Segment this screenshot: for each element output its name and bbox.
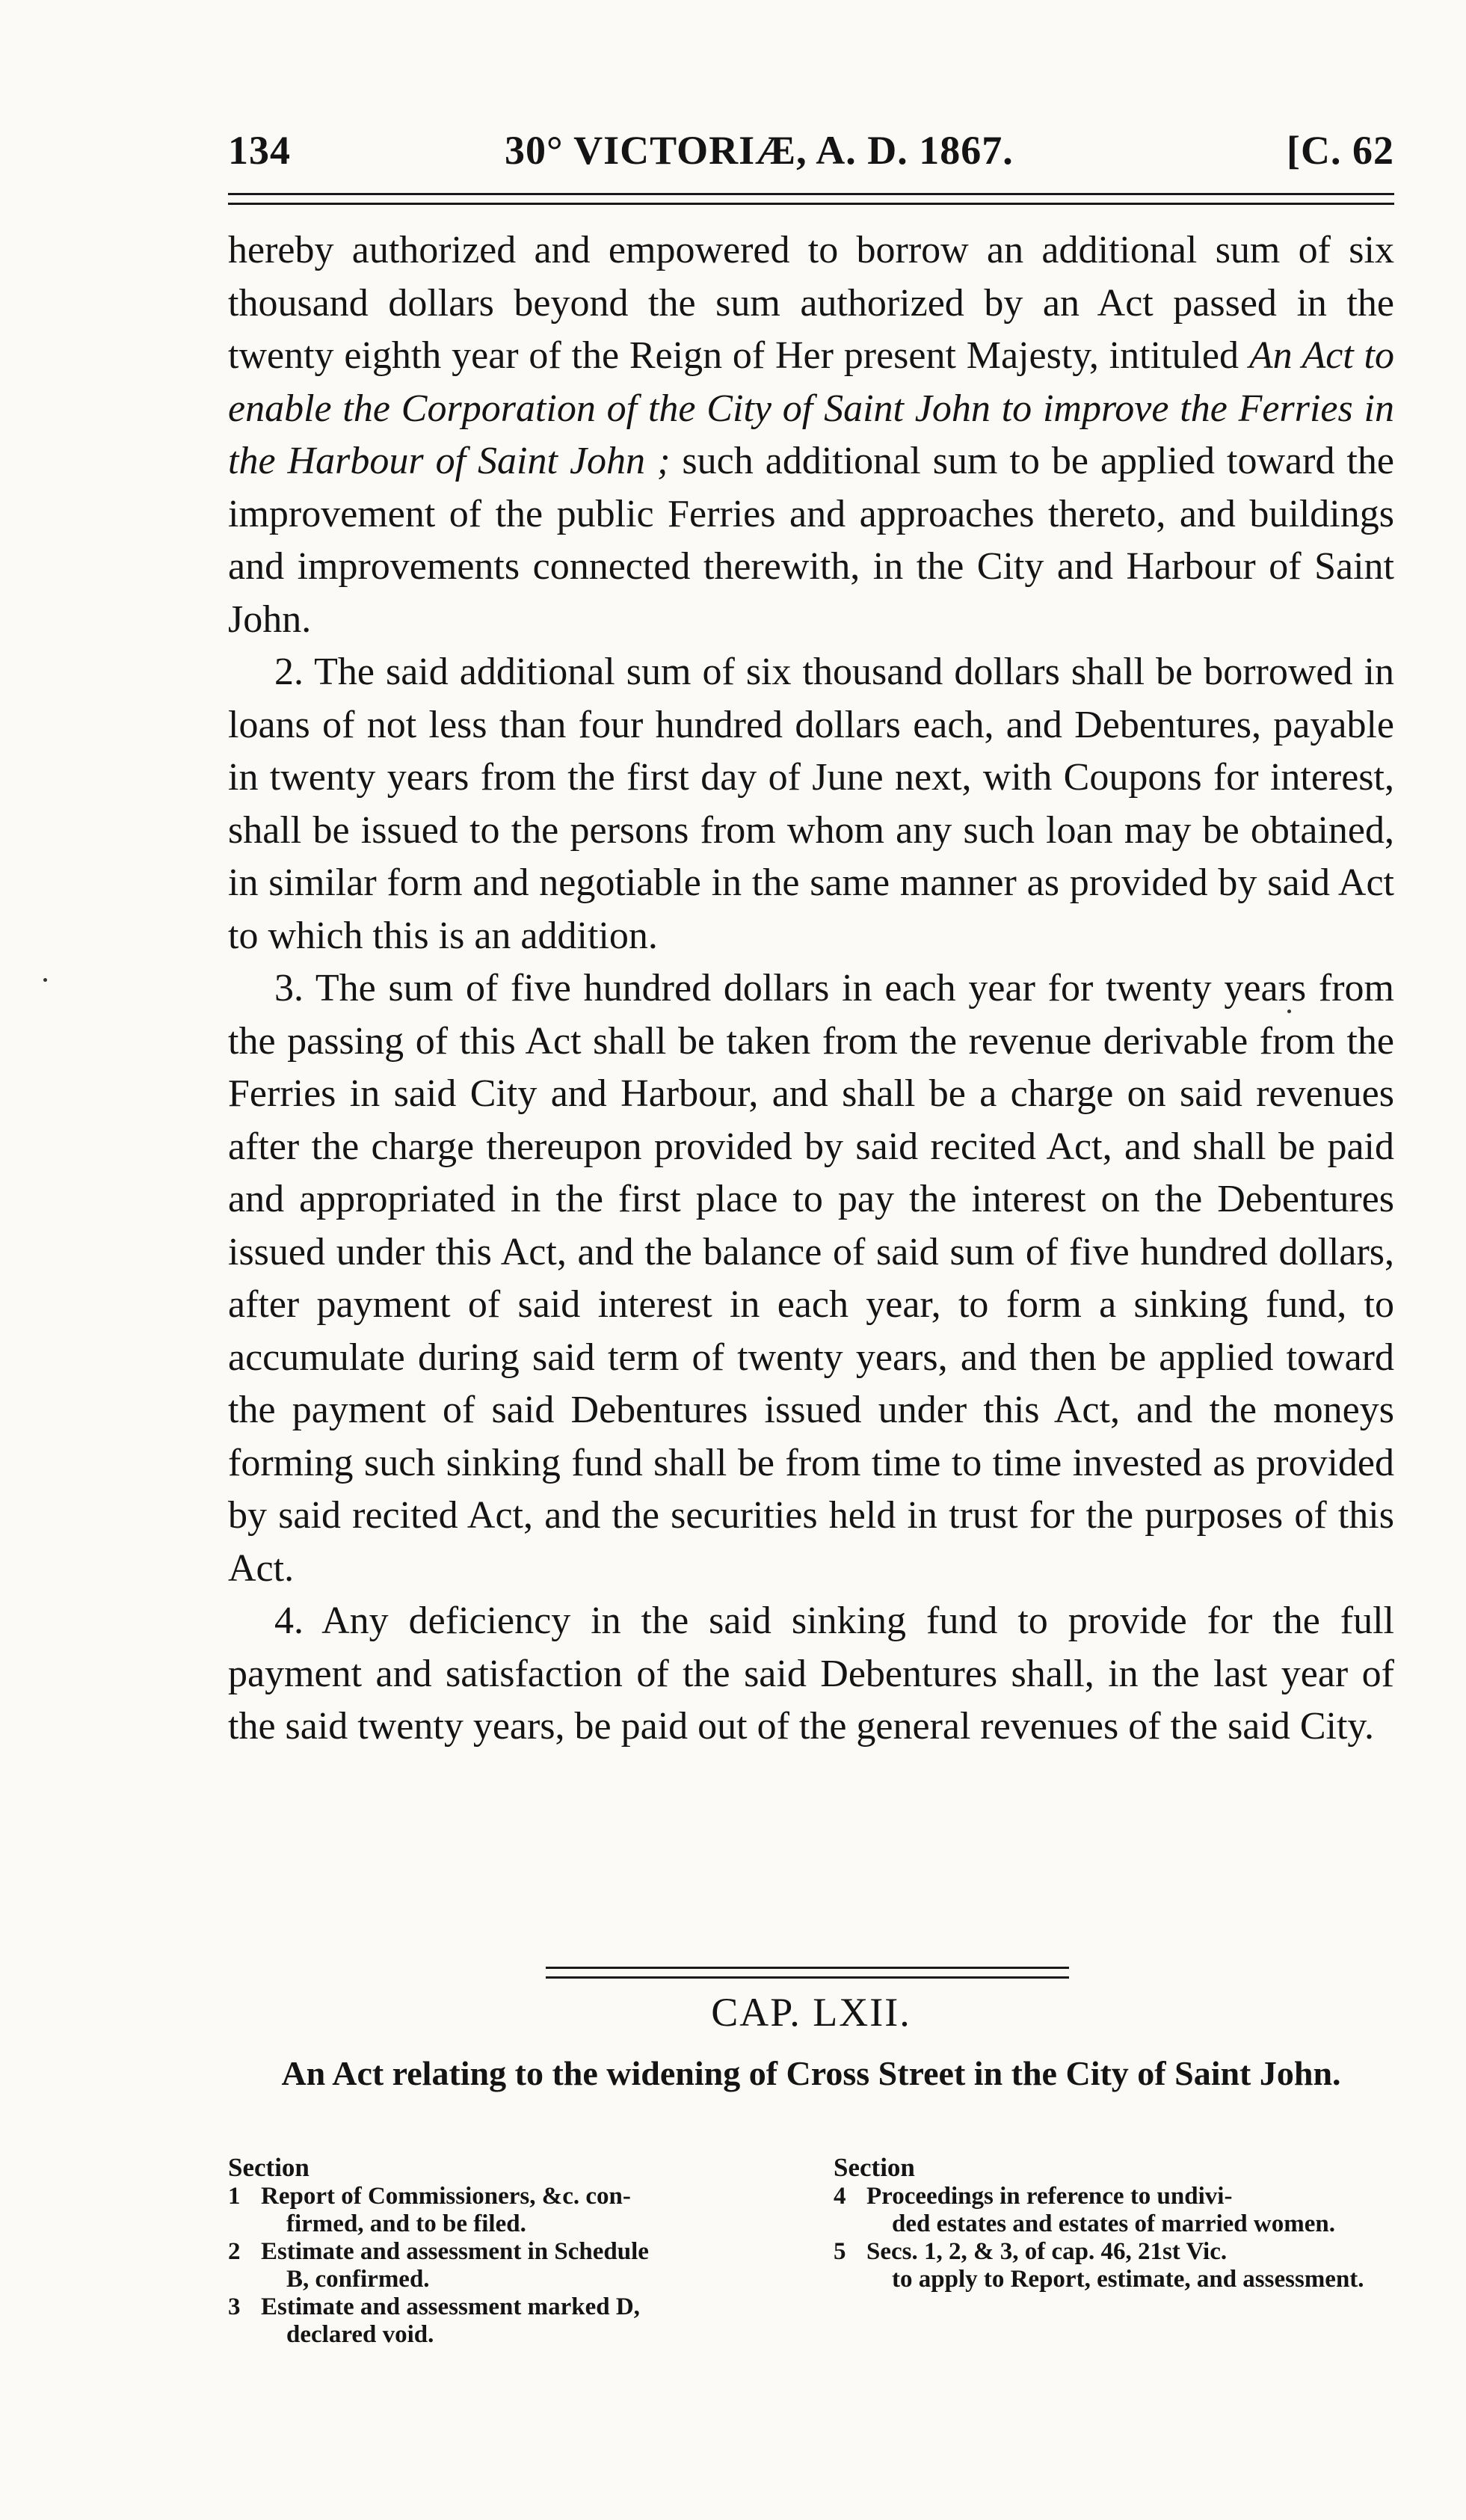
section-number: 4 xyxy=(834,2183,846,2210)
section-summary-left-column xyxy=(228,2154,789,2349)
paragraph-1 xyxy=(228,224,1394,646)
section-summary-continuation: firmed, and to be filed. xyxy=(286,2210,526,2237)
section-summary-continuation: to apply to Report, estimate, and assessment. xyxy=(892,2266,1364,2293)
print-speck xyxy=(43,978,47,982)
section-summary-text: Report of Commissioners, &c. con- xyxy=(261,2183,631,2210)
section-2-paragraph: 2. The said additional sum of six thousand dollars shall be borrowed in loans of not less than four hundred dollars each, and Debentures, payable in twenty years from the first day of June next, with Coupons for interest, shall be issued to the persons from whom any such loan may be obtained, in similar form and negotiable in the same manner as provided by said Act to which this is an addition. xyxy=(228,651,1394,957)
chapter-divider-rule xyxy=(546,1967,1069,1979)
paragraph-1-continuation: such additional sum to be applied toward the improvement of the public Ferries and approaches thereto, and buildings and improvements connected therewith, in the City and Harbour of Saint John. xyxy=(228,440,1394,641)
paragraph-1-text: hereby authorized and empowered to borrow an additional sum of six thousand dollars beyond the sum authorized by an Act passed in the twenty eighth year of the Reign of Her present Majesty, intituled xyxy=(228,229,1394,377)
print-speck xyxy=(1287,1009,1291,1013)
section-3-paragraph: 3. The sum of five hundred dollars in each year for twenty years from the passing of this Act shall be taken from the revenue derivable from the Ferries in said City and Harbour, and shall be a charge on said revenues after the charge thereupon provided by said recited Act, and shall be paid and appropriated in the first place to pay the interest on the Debentures issued under this Act, and the balance of said sum of five hundred dollars, after payment of said interest in each year, to form a sinking fund, to accumulate during said term of twenty years, and then be applied toward the payment of said Debentures issued under this Act, and the moneys forming such sinking fund shall be from time to time invested as provided by said recited Act, and the securities held in trust for the purposes of this Act. xyxy=(228,967,1394,1590)
section-entry xyxy=(228,2293,789,2349)
section-summary-continuation: ded estates and estates of married women. xyxy=(892,2210,1335,2237)
section-number: 3 xyxy=(228,2293,241,2320)
section-summary-text: Estimate and assessment marked D, xyxy=(261,2293,640,2320)
running-title: 30° VICTORIÆ, A. D. 1867. xyxy=(505,128,1014,173)
section-summary-text: Proceedings in reference to undivi- xyxy=(866,2183,1233,2210)
act-title: An Act relating to the widening of Cross Street in the City of Saint John. xyxy=(281,2054,1341,2092)
section-number: 2 xyxy=(228,2238,241,2265)
header-rule xyxy=(228,193,1394,205)
section-label-right: Section xyxy=(834,2153,915,2182)
section-entry xyxy=(834,2238,1394,2293)
section-entry xyxy=(228,2238,789,2293)
chapter-heading: CAP. LXII. xyxy=(711,1990,911,2035)
section-summary-text: Secs. 1, 2, & 3, of cap. 46, 21st Vic. xyxy=(866,2238,1228,2265)
act-body xyxy=(228,224,1394,1754)
section-summary-continuation: B, confirmed. xyxy=(286,2266,430,2293)
page-number: 134 xyxy=(228,128,291,173)
section-entry xyxy=(228,2183,789,2238)
section-entry xyxy=(834,2183,1394,2238)
section-number: 1 xyxy=(228,2183,241,2210)
running-head xyxy=(228,127,1394,179)
section-summary-text: Estimate and assessment in Schedule xyxy=(261,2238,649,2265)
section-summary-right-column xyxy=(834,2154,1394,2293)
section-4-paragraph: 4. Any deficiency in the said sinking fund to provide for the full payment and satisfaction of the said Debentures shall, in the last year of the said twenty years, be paid out of the general revenues of the said City. xyxy=(228,1599,1394,1748)
section-number: 5 xyxy=(834,2238,846,2265)
act-citation: An Act to enable the Corporation of the City of Saint John to improve the Ferries in the Harbour of Saint John ; xyxy=(228,334,1394,482)
chapter-reference: [C. 62 xyxy=(1287,128,1394,173)
section-summary-continuation: declared void. xyxy=(286,2321,434,2348)
section-label-left: Section xyxy=(228,2153,309,2182)
